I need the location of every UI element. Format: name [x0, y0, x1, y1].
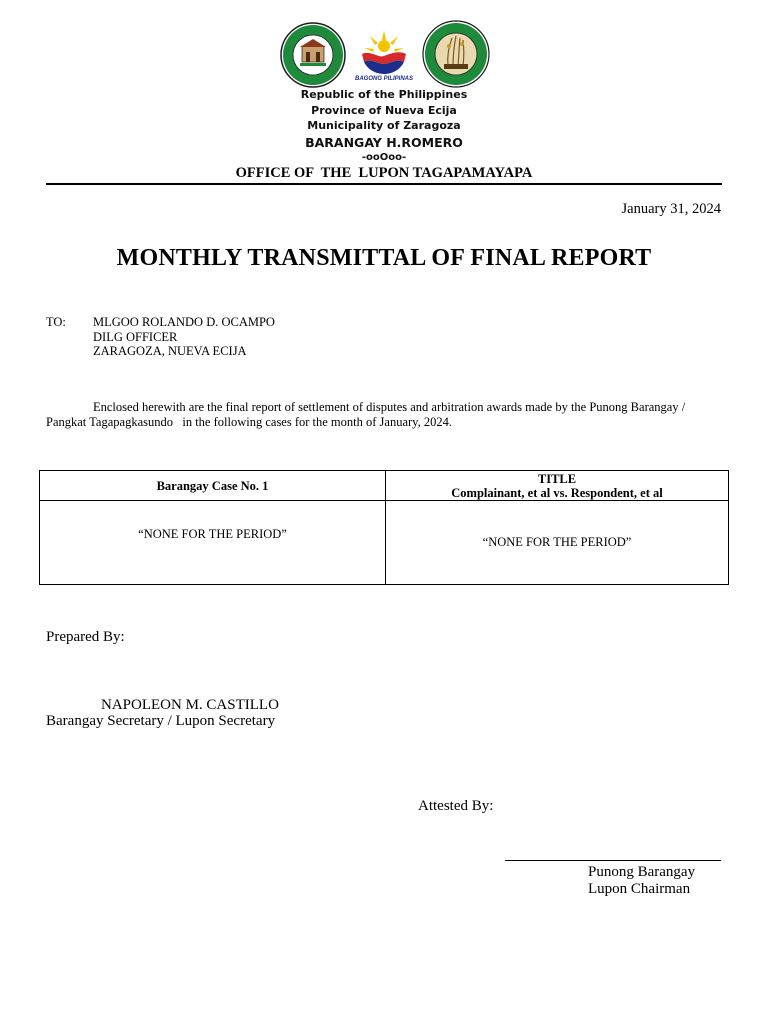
prepared-by-label: Prepared By: — [46, 629, 125, 645]
document-date: January 31, 2024 — [621, 201, 721, 217]
table-header-row — [40, 471, 729, 501]
case-title-header-line1: TITLE — [537, 471, 577, 486]
attester-title-1: Punong Barangay — [588, 864, 696, 880]
letterhead-municipality: Municipality of Zaragoza — [307, 119, 461, 132]
preparer-name: NAPOLEON M. CASTILLO — [101, 697, 279, 713]
municipality-zaragoza-seal — [280, 22, 346, 88]
case-number-header-label: Barangay Case No. 1 — [156, 478, 269, 493]
letterhead-ornament: -ooOoo- — [361, 152, 407, 163]
bagong-pilipinas-logo — [356, 24, 412, 80]
letterhead-republic: Republic of the Philippines — [300, 88, 468, 101]
attested-by-label: Attested By: — [418, 798, 494, 814]
letterhead-barangay: BARANGAY H.ROMERO — [305, 135, 463, 150]
letterhead-province: Province of Nueva Ecija — [311, 104, 457, 117]
document-title: MONTHLY TRANSMITTAL OF FINAL REPORT — [116, 245, 652, 271]
header-rule — [46, 183, 722, 185]
case-number-header — [40, 471, 386, 501]
cases-table — [39, 470, 729, 585]
letterhead — [270, 18, 500, 168]
case-title-header-line2: Complainant, et al vs. Respondent, et al — [451, 485, 663, 500]
barangay-h-romero-seal — [422, 20, 490, 88]
recipient-name: MLGOO ROLANDO D. OCAMPO — [93, 315, 275, 329]
to-label: TO: — [46, 315, 66, 329]
table-row — [40, 501, 729, 585]
case-number-cell — [40, 501, 386, 585]
preparer-title: Barangay Secretary / Lupon Secretary — [46, 713, 276, 729]
case-title-value: “NONE FOR THE PERIOD” — [482, 535, 632, 549]
body-paragraph — [46, 400, 722, 429]
case-title-cell — [386, 501, 729, 585]
body-line-2: Pangkat Tagapagkasundo in the following cases for the month of January, 2024. — [46, 414, 452, 429]
case-title-header — [386, 471, 729, 501]
case-number-value: “NONE FOR THE PERIOD” — [138, 527, 287, 541]
body-line-1: Enclosed herewith are the final report of settlement of disputes and arbitration awards made by the Punong Barangay / — [93, 400, 686, 414]
attester-title-2: Lupon Chairman — [588, 881, 691, 897]
recipient-position: DILG OFFICER — [93, 329, 178, 344]
bagong-pilipinas-label: BAGONG PILIPINAS — [354, 76, 413, 82]
signature-line — [505, 860, 721, 861]
recipient-address: ZARAGOZA, NUEVA ECIJA — [93, 344, 247, 358]
recipient-block — [93, 315, 275, 359]
office-heading: OFFICE OF THE LUPON TAGAPAMAYAPA — [235, 165, 533, 181]
